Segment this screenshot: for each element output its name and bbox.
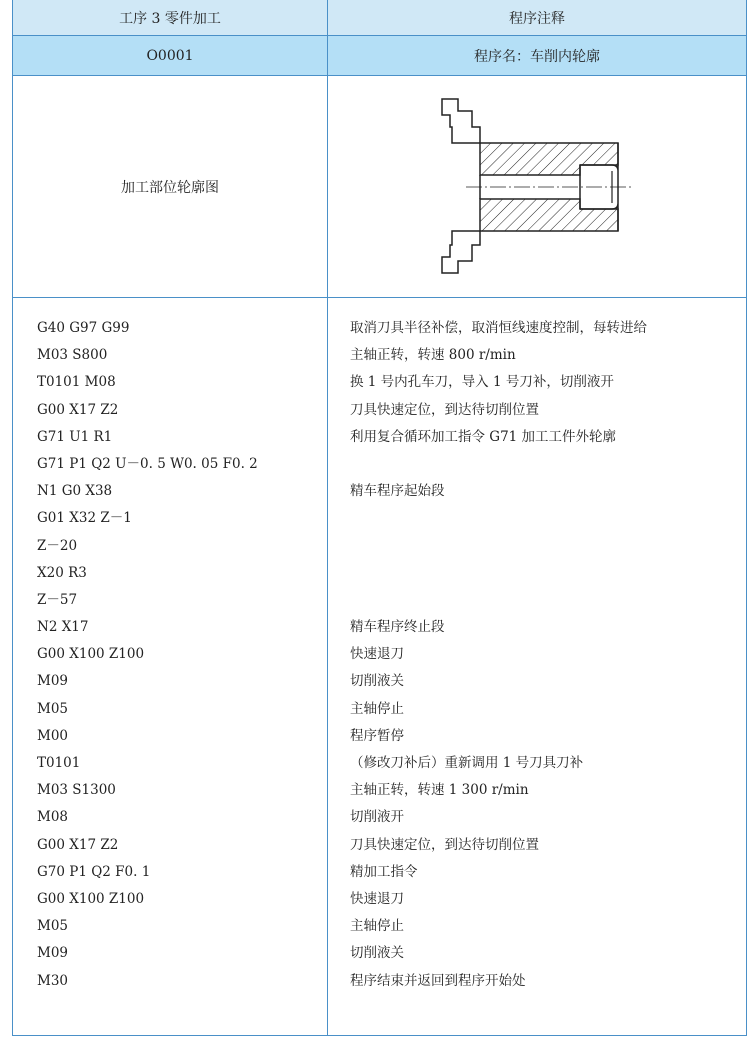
program-code-line: M03 S1300 [37, 782, 116, 799]
program-code-line: G00 X100 Z100 [37, 890, 145, 907]
header-comment-cell: 程序注释 [327, 0, 746, 35]
program-comment-line: 主轴停止 [350, 918, 404, 935]
header-row [13, 0, 746, 36]
program-code-line: X20 R3 [37, 564, 87, 581]
program-comment-line [350, 560, 647, 587]
program-code-line: G71 U1 R1 [37, 428, 113, 445]
program-comment-line: 程序结束并返回到程序开始处 [350, 972, 526, 989]
program-code-line: G40 G97 G99 [37, 320, 130, 336]
program-comment-line: 换 1 号内孔车刀，导入 1 号刀补，切削液开 [350, 374, 614, 391]
program-comment-line: 刀具快速定位，到达待切削位置 [350, 836, 539, 853]
program-comment-line: 切削液关 [350, 945, 404, 962]
program-comment-line [350, 505, 647, 532]
header-process-cell: 工序 3 零件加工 [119, 10, 221, 27]
figure-cell [327, 76, 746, 297]
program-comment-line: 精加工指令 [350, 863, 418, 880]
program-code-line: Z－20 [37, 537, 78, 554]
part-contour-drawing [422, 87, 652, 287]
program-comment-line: 切削液开 [350, 809, 404, 826]
program-code-line: M05 [37, 918, 69, 935]
program-comment-line: （修改刀补后）重新调用 1 号刀具刀补 [350, 755, 584, 771]
program-code-line: Z－57 [37, 591, 78, 608]
program-comment-line [350, 587, 647, 614]
program-code-line: M05 [37, 700, 69, 717]
program-comment-line: 刀具快速定位，到达待切削位置 [350, 401, 539, 418]
program-comment-line [350, 451, 647, 478]
program-code-line: G71 P1 Q2 U－0. 5 W0. 05 F0. 2 [37, 455, 258, 472]
program-code-line: G00 X100 Z100 [37, 646, 145, 663]
program-code-line: N2 X17 [37, 619, 89, 636]
program-comment-line: 快速退刀 [350, 890, 404, 907]
program-number-cell: O0001 [146, 47, 194, 64]
lower-chuck-jaw [442, 231, 480, 273]
program-comment-line: 主轴停止 [350, 700, 404, 717]
program-code-line: M09 [37, 945, 69, 962]
program-code-line: G00 X17 Z2 [37, 836, 119, 853]
program-code-line: G00 X17 Z2 [37, 401, 119, 418]
program-code-line: T0101 M08 [37, 374, 116, 391]
program-name-cell: 程序名：车削内轮廓 [327, 36, 746, 75]
program-comment-line: 取消刀具半径补偿，取消恒线速度控制，每转进给 [350, 320, 647, 336]
program-code-line: N1 G0 X38 [37, 483, 113, 500]
program-comment-line: 利用复合循环加工指令 G71 加工工件外轮廓 [350, 428, 617, 445]
program-comment-line: 快速退刀 [350, 646, 404, 663]
program-comment-line: 切削液关 [350, 673, 404, 690]
program-comment-line: 程序暂停 [350, 727, 404, 744]
program-code-line: M30 [37, 972, 69, 989]
lower-hatched-section [480, 199, 618, 231]
program-comment-line: 主轴正转，转速 1 300 r/min [350, 782, 529, 799]
comment-column [350, 315, 647, 995]
program-code-line: M00 [37, 727, 69, 744]
figure-row [13, 76, 746, 298]
program-table [12, 0, 747, 1036]
program-code-line: T0101 [37, 755, 81, 771]
figure-label-cell: 加工部位轮廓图 [121, 179, 219, 196]
program-number-row [13, 36, 746, 76]
upper-hatched-section [480, 143, 618, 175]
program-comment-line: 精车程序起始段 [350, 483, 445, 500]
program-code-line: G01 X32 Z－1 [37, 510, 132, 527]
program-comment-line: 主轴正转，转速 800 r/min [350, 347, 516, 364]
program-code-line: M03 S800 [37, 347, 108, 364]
code-column [37, 315, 258, 995]
program-code-line: G70 P1 Q2 F0. 1 [37, 863, 151, 880]
program-body [13, 298, 746, 1035]
program-code-line: M08 [37, 809, 69, 826]
program-comment-line: 精车程序终止段 [350, 619, 445, 636]
upper-chuck-jaw [442, 99, 480, 143]
program-comment-line [350, 533, 647, 560]
program-code-line: M09 [37, 673, 69, 690]
